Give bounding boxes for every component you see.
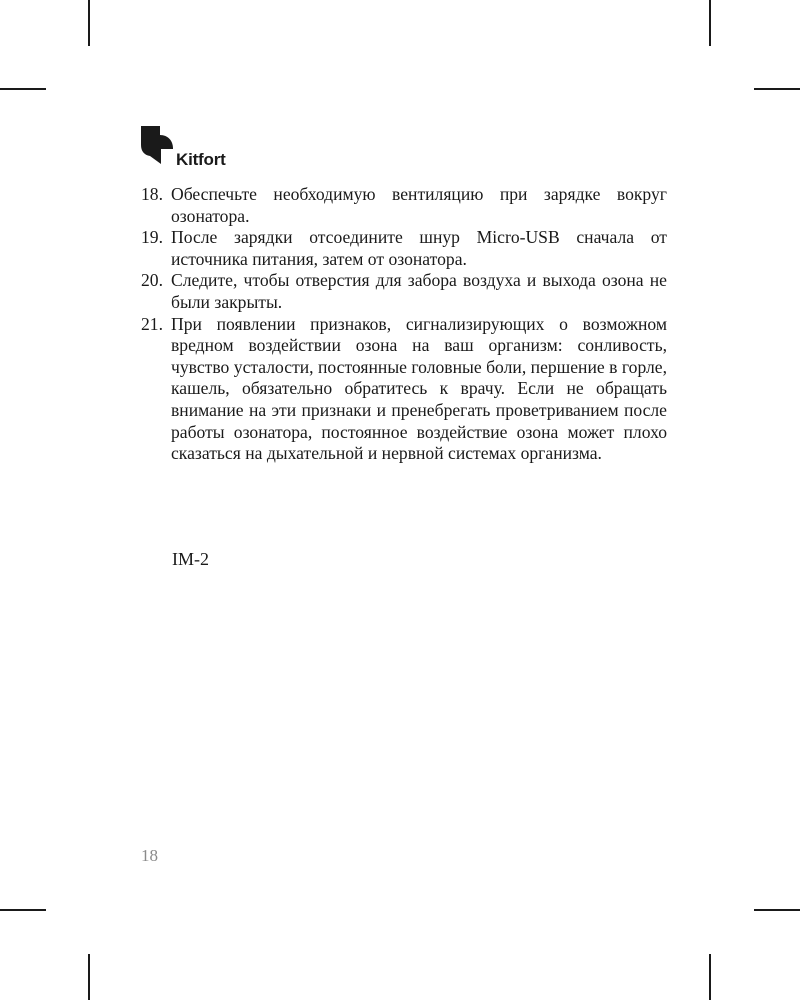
kitfort-logo-icon — [141, 126, 175, 172]
instructions-list — [141, 184, 667, 465]
crop-mark-top-left-vertical — [88, 0, 90, 46]
item-text: Обеспечьте необходимую вентиляцию при зарядке вокруг озонатора. — [171, 184, 667, 226]
crop-mark-bottom-right-vertical — [709, 954, 711, 1000]
item-number: 21. — [141, 313, 163, 334]
item-text: Следите, чтобы отверстия для забора воздуха и выхода озона не были закрыты. — [171, 270, 667, 312]
item-text: При появлении признаков, сигнализирующих о возможном вредном воздействии озона на ваш организм: сонливость, чувство усталости, постоянные головные боли, першение в горле, кашель, обязательно обратитесь к врачу. Если не обращать внимание на эти признаки и пренебрегать проветриванием после работы озонатора, постоянное воздействие озона может плохо сказаться на дыхательной и нервной системах организма. — [171, 313, 667, 464]
item-number: 20. — [141, 270, 163, 291]
crop-mark-top-right-horizontal — [754, 88, 800, 90]
list-item — [141, 227, 667, 270]
page-number: 18 — [141, 846, 158, 865]
crop-mark-bottom-right-horizontal — [754, 909, 800, 911]
crop-mark-bottom-left-horizontal — [0, 909, 46, 911]
crop-mark-top-right-vertical — [709, 0, 711, 46]
item-number: 19. — [141, 227, 163, 248]
list-item — [141, 184, 667, 227]
list-item — [141, 270, 667, 313]
list-item — [141, 314, 667, 465]
model-code: IM-2 — [172, 549, 209, 569]
brand-name: Kitfort — [176, 150, 226, 169]
crop-mark-bottom-left-vertical — [88, 954, 90, 1000]
item-text: После зарядки отсоедините шнур Micro-USB сначала от источника питания, затем от озонатора. — [171, 227, 667, 269]
brand-logo — [141, 126, 226, 172]
crop-mark-top-left-horizontal — [0, 88, 46, 90]
item-number: 18. — [141, 184, 163, 204]
